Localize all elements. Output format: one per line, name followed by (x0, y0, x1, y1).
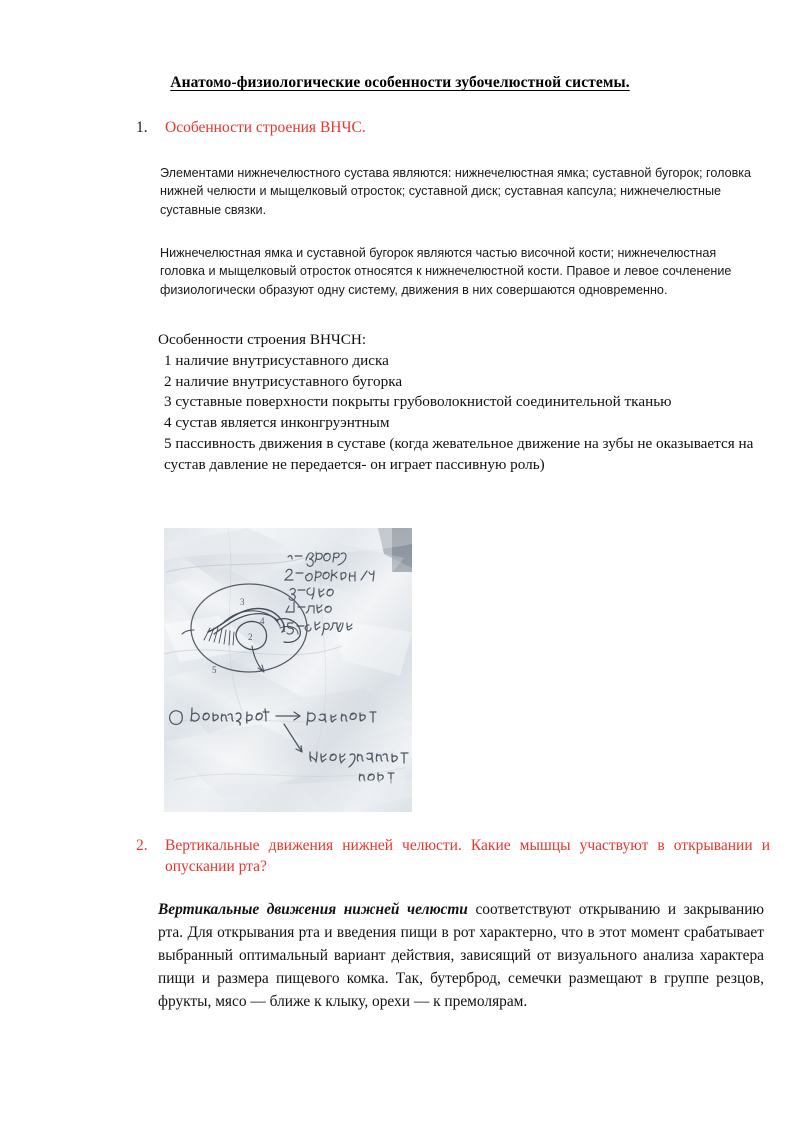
paragraph-body-text: соответствуют открыванию и закрыванию рта. Для открывания рта и введения пищи в рот характерно, что в этот момент срабатывает выбранный оптимальный вариант действия, зависящий от визуального анализа характера пищи и размера пищевого комка. Так, бутерброд, семечки размещают в группе резцов, фрукты, мясо — ближе к клыку, орехи — к премолярам. (158, 901, 764, 1011)
features-list-lead: Особенности строения ВНЧСН: (158, 331, 367, 348)
diagram-label-3: 3 (240, 597, 245, 607)
features-list-item: 3 суставные поверхности покрыты грубоволокнистой соединительной тканью (164, 393, 672, 411)
diagram-label-2: 2 (248, 632, 253, 642)
paragraph-vertical-movements (158, 898, 764, 1014)
section-heading-1 (136, 118, 776, 138)
section-heading-2-text: Вертикальные движения нижней челюсти. Какие мышцы участвуют в открывании и опускании рта? (165, 837, 770, 875)
diagram-label-5: 5 (212, 665, 217, 675)
section-heading-1-text: Особенности строения ВНЧС. (165, 119, 366, 136)
sketch-photo-graphic (164, 528, 412, 812)
features-list-item: 1 наличие внутрисуставного диска (164, 351, 389, 369)
features-list-block (158, 330, 764, 476)
paragraph-temporal-bone: Нижнечелюстная ямка и суставной бугорок являются частью височной кости; нижнечелюстная головка и мыщелковый отросток относятся к нижнечелюстной кости. Правое и левое сочленение физиологически образуют одну систему, движения в них совершаются одновременно. (160, 246, 732, 297)
page-title-text: Анатомо-физиологические особенности зубочелюстной системы. (170, 74, 630, 91)
features-list-item: 4 сустав является инконгруэнтным (164, 414, 390, 432)
handwritten-sketch-photo (164, 528, 412, 812)
section-heading-2 (136, 836, 770, 877)
paragraph-joint-elements: Элементами нижнечелюстного сустава являются: нижнечелюстная ямка; суставной бугорок; головка нижней челюсти и мыщелковый отросток; суставной диск; суставная капсула; нижнечелюстные суставные связки. (160, 166, 752, 217)
list-marker-2: 2. (136, 837, 148, 854)
paragraph-lead-bold-italic: Вертикальные движения нижней челюсти (158, 901, 468, 918)
page-title (0, 74, 800, 92)
list-marker-1: 1. (136, 119, 148, 136)
features-list-item: 2 наличие внутрисуставного бугорка (164, 372, 403, 390)
diagram-label-4: 4 (260, 616, 265, 626)
features-list-item: 5 пассивность движения в суставе (когда жевательное движение на зубы не оказывается на сустав давление не передается- он играет пассивную роль) (164, 435, 754, 473)
diagram-label-1: 1 (282, 624, 287, 634)
